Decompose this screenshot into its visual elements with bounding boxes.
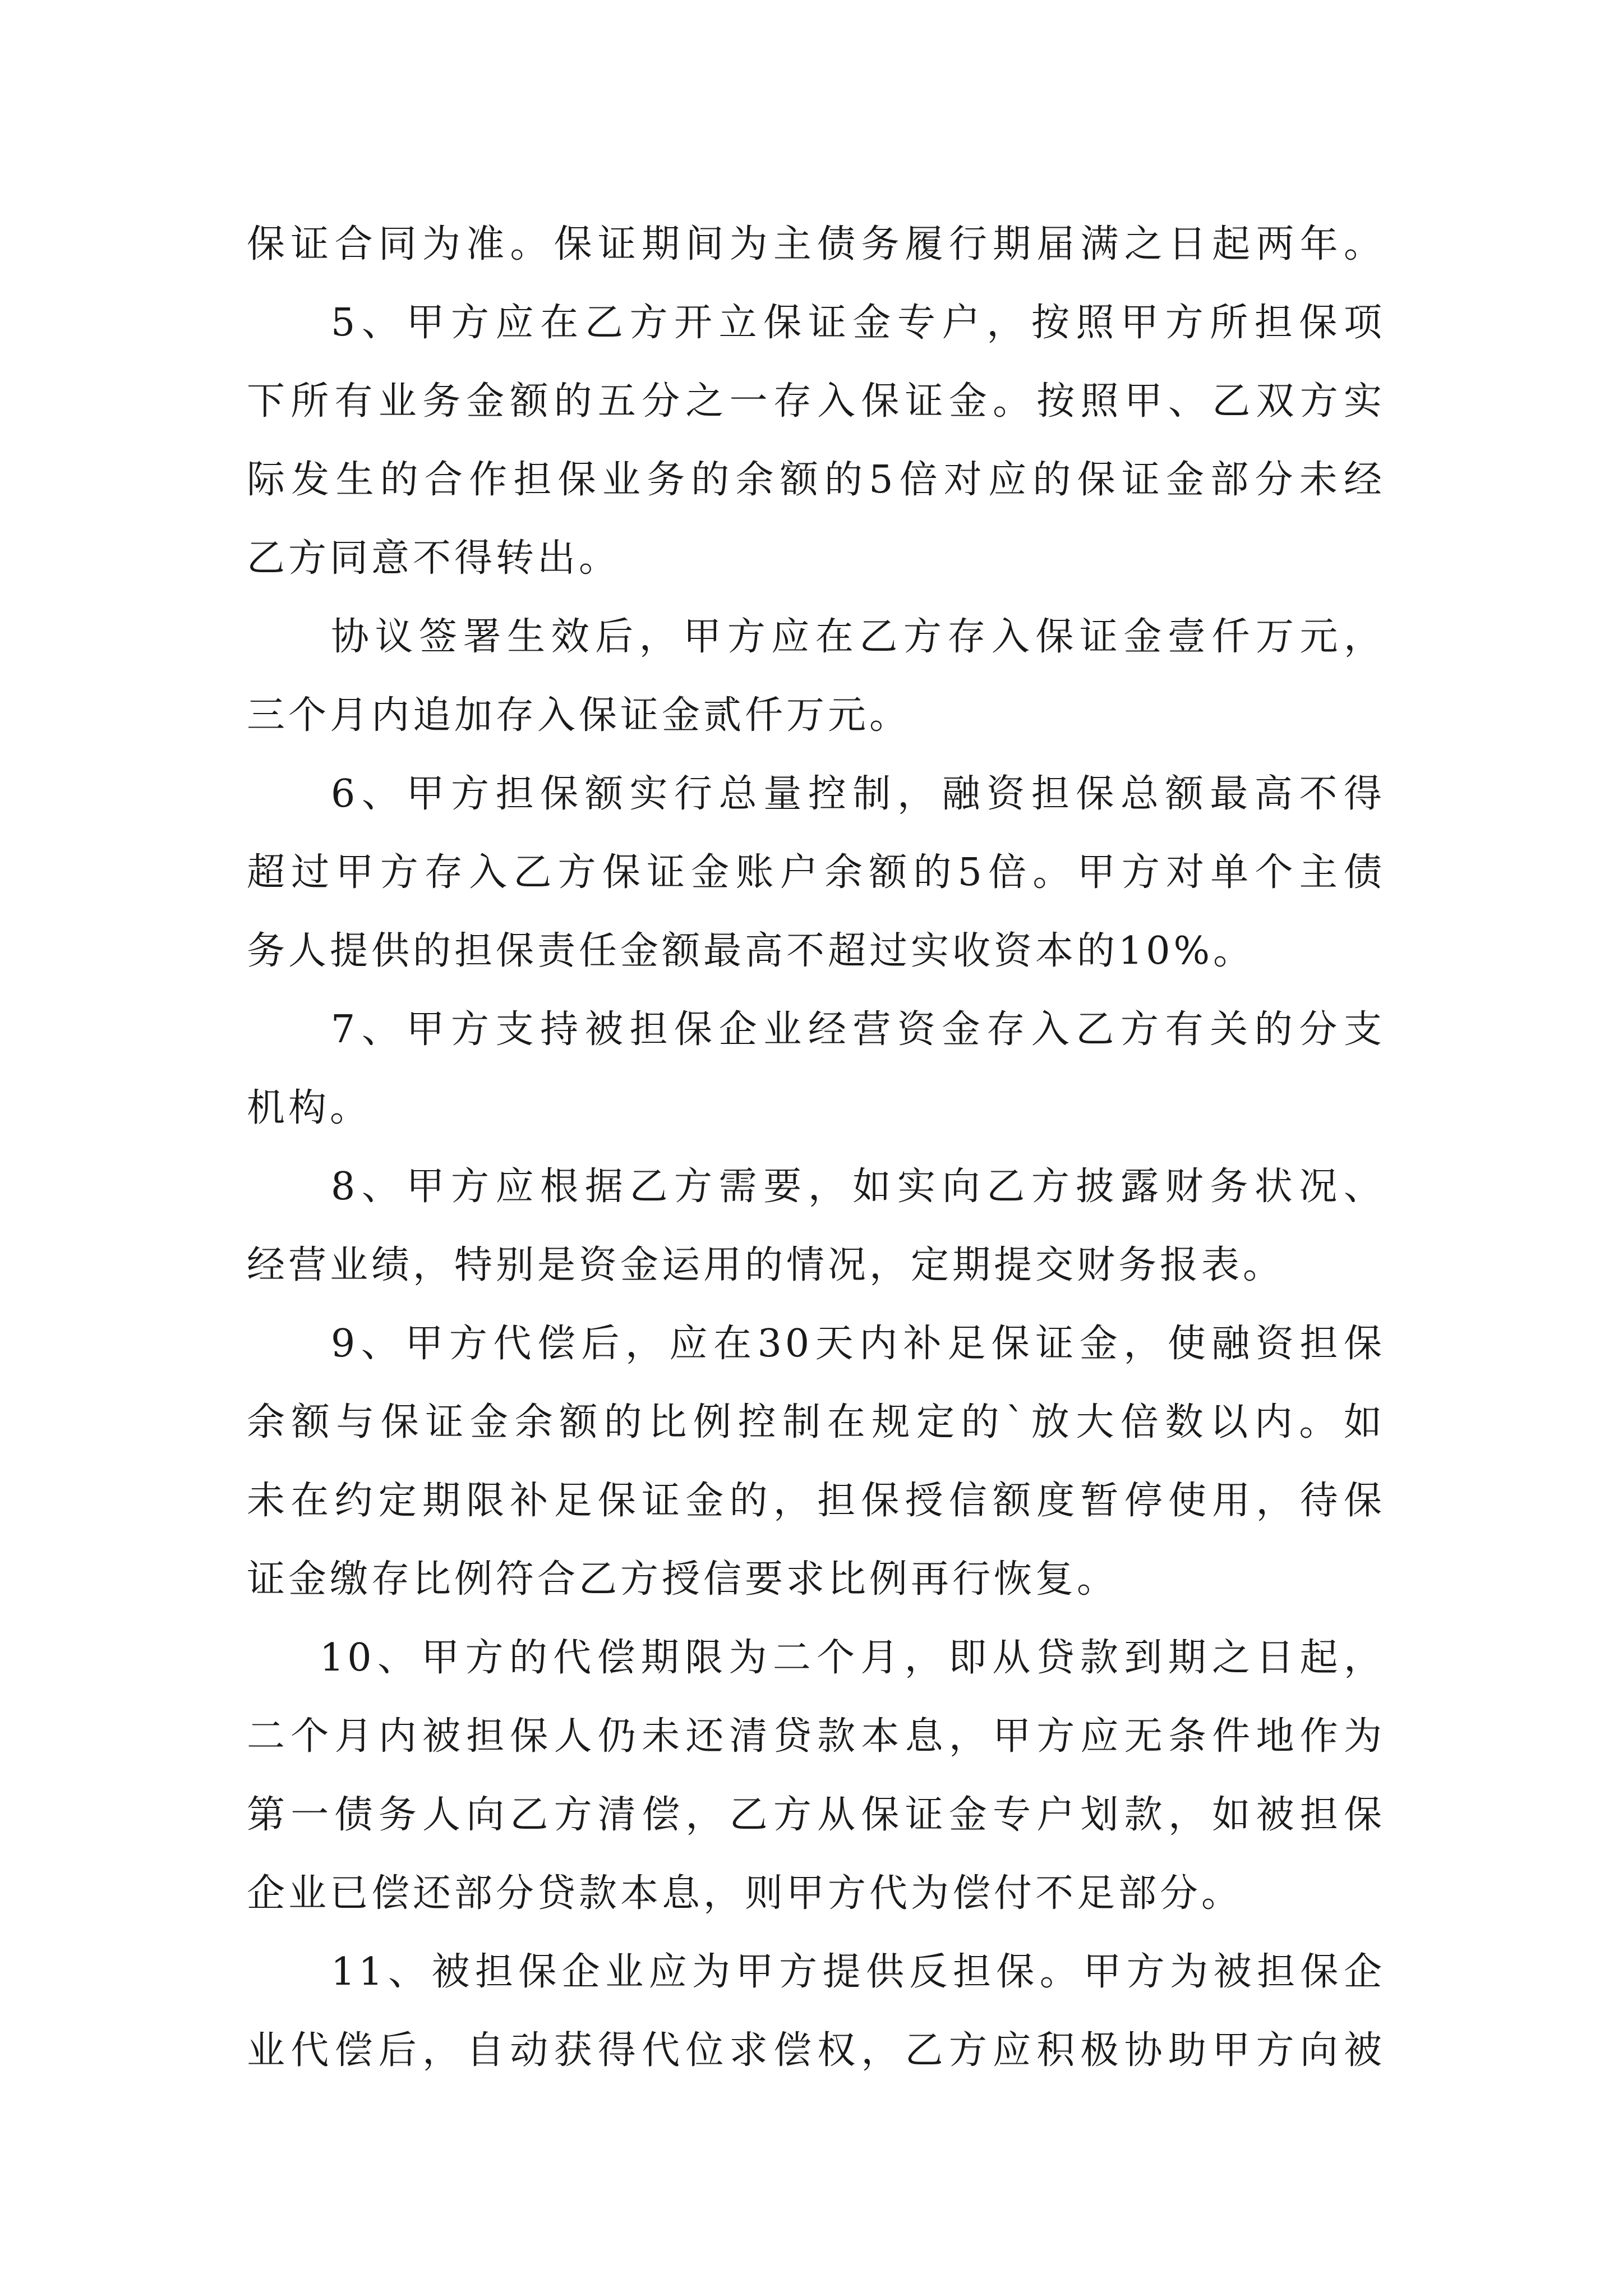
text-line: 余额与保证金余额的比例控制在规定的`放大倍数以内。如 [247,1400,1385,1444]
text-line: 未在约定期限补足保证金的，担保授信额度暂停使用，待保 [247,1479,1385,1523]
text-line: 二个月内被担保人仍未还清贷款本息，甲方应无条件地作为 [247,1714,1385,1759]
text-line: 9、甲方代偿后，应在30天内补足保证金，使融资担保 [331,1322,1385,1366]
text-line: 保证合同为准。保证期间为主债务履行期届满之日起两年。 [247,222,1385,266]
text-line: 乙方同意不得转出。 [247,536,621,581]
text-line: 机构。 [247,1086,372,1130]
text-line: 11、被担保企业应为甲方提供反担保。甲方为被担保企 [331,1950,1385,1994]
text-line: 下所有业务金额的五分之一存入保证金。按照甲、乙双方实 [247,379,1385,424]
text-line: 三个月内追加存入保证金贰仟万元。 [247,693,911,738]
text-line: 第一债务人向乙方清偿，乙方从保证金专户划款，如被担保 [247,1793,1385,1837]
text-line: 务人提供的担保责任金额最高不超过实收资本的10%。 [247,929,1255,973]
text-line: 8、甲方应根据乙方需要，如实向乙方披露财务状况、 [331,1165,1385,1209]
text-line: 际发生的合作担保业务的余额的5倍对应的保证金部分未经 [247,458,1385,502]
text-line: 7、甲方支持被担保企业经营资金存入乙方有关的分支 [331,1007,1385,1052]
text-line: 证金缴存比例符合乙方授信要求比例再行恢复。 [247,1557,1119,1602]
text-line: 企业已偿还部分贷款本息，则甲方代为偿付不足部分。 [247,1871,1243,1916]
text-line: 10、甲方的代偿期限为二个月，即从贷款到期之日起， [320,1636,1385,1680]
text-line: 业代偿后，自动获得代位求偿权，乙方应积极协助甲方向被 [247,2028,1385,2073]
text-line: 5、甲方应在乙方开立保证金专户，按照甲方所担保项 [331,301,1385,345]
text-line: 超过甲方存入乙方保证金账户余额的5倍。甲方对单个主债 [247,850,1385,895]
text-line: 协议签署生效后，甲方应在乙方存入保证金壹仟万元， [331,615,1385,659]
text-line: 经营业绩，特别是资金运用的情况，定期提交财务报表。 [247,1243,1285,1287]
text-line: 6、甲方担保额实行总量控制，融资担保总额最高不得 [331,772,1385,816]
